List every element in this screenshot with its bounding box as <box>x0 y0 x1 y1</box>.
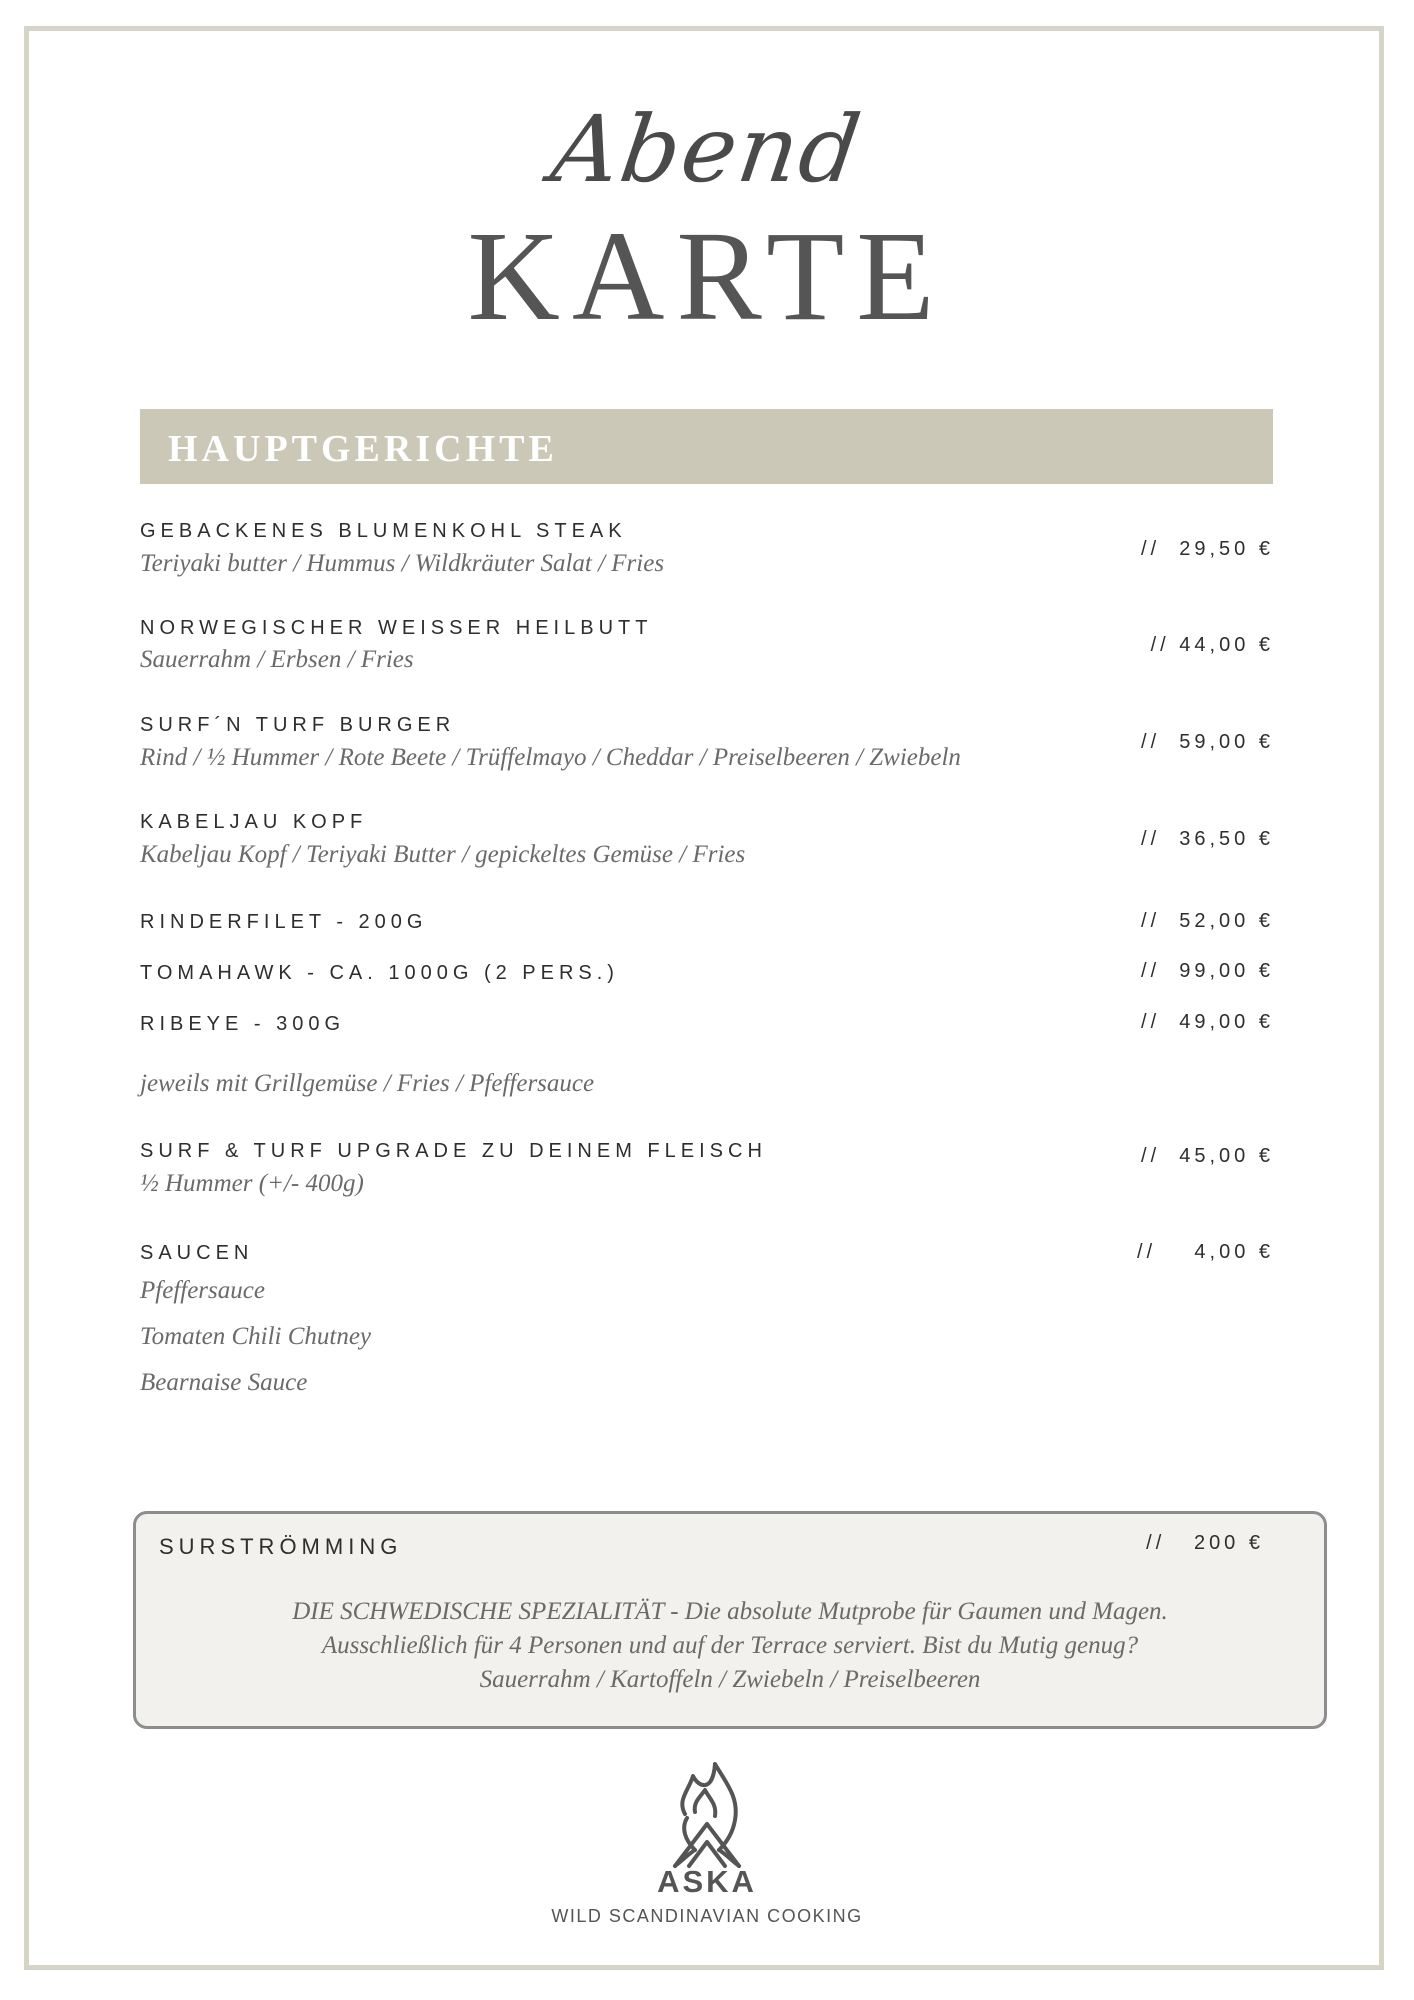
special-box <box>133 1511 1327 1729</box>
menu-item-price: // 29,50 € <box>1141 538 1274 560</box>
menu-item-name: GEBACKENES BLUMENKOHL STEAK <box>140 520 627 542</box>
sauce-option: Bearnaise Sauce <box>140 1369 308 1396</box>
special-desc-line: Sauerrahm / Kartoffeln / Zwiebeln / Preiselbeeren <box>479 1666 981 1693</box>
menu-item-name: KABELJAU KOPF <box>140 811 368 833</box>
brand-name: ASKA <box>657 1864 757 1899</box>
title-script: Abend <box>545 96 869 203</box>
section-header <box>140 409 1273 484</box>
menu-item-price: // 44,00 € <box>1150 634 1274 656</box>
menu-item-desc: ½ Hummer (+/- 400g) <box>140 1170 364 1197</box>
menu-item-desc: Teriyaki butter / Hummus / Wildkräuter Salat / Fries <box>140 550 665 577</box>
brand-tagline: WILD SCANDINAVIAN COOKING <box>551 1906 863 1926</box>
menu-item-price: // 45,00 € <box>1141 1145 1274 1167</box>
menu-item-name: SAUCEN <box>140 1242 254 1264</box>
menu-note: jeweils mit Grillgemüse / Fries / Pfeffersauce <box>140 1070 595 1097</box>
special-desc-line: DIE SCHWEDISCHE SPEZIALITÄT - Die absolute Mutprobe für Gaumen und Magen. <box>292 1598 1168 1625</box>
menu-item-price: // 49,00 € <box>1141 1011 1274 1033</box>
menu-item-price: // 52,00 € <box>1141 910 1274 932</box>
menu-item-name: SURF & TURF UPGRADE ZU DEINEM FLEISCH <box>140 1140 767 1162</box>
menu-item-name: NORWEGISCHER WEISSER HEILBUTT <box>140 617 653 639</box>
special-price: // 200 € <box>1146 1532 1264 1554</box>
section-title: HAUPTGERICHTE <box>168 428 558 470</box>
sauce-option: Pfeffersauce <box>140 1277 265 1304</box>
menu-item-price: // 99,00 € <box>1141 960 1274 982</box>
special-desc-line: Ausschließlich für 4 Personen und auf der Terrace serviert. Bist du Mutig genug? <box>321 1632 1139 1659</box>
menu-item-price: // 59,00 € <box>1141 731 1274 753</box>
menu-item-desc: Rind / ½ Hummer / Rote Beete / Trüffelmayo / Cheddar / Preiselbeeren / Zwiebeln <box>140 744 961 771</box>
special-name: SURSTRÖMMING <box>159 1534 403 1559</box>
sauce-option: Tomaten Chili Chutney <box>140 1323 372 1350</box>
page-title: KARTE <box>467 205 947 347</box>
menu-item-desc: Sauerrahm / Erbsen / Fries <box>140 646 414 673</box>
menu-item-price: // 4,00 € <box>1137 1241 1274 1263</box>
menu-item-desc: Kabeljau Kopf / Teriyaki Butter / gepickeltes Gemüse / Fries <box>140 841 746 868</box>
menu-item-name: TOMAHAWK - CA. 1000G (2 PERS.) <box>140 962 619 984</box>
menu-item-name: SURF´N TURF BURGER <box>140 714 456 736</box>
flame-logo-icon <box>655 1762 759 1872</box>
menu-item-price: // 36,50 € <box>1141 828 1274 850</box>
menu-item-name: RINDERFILET - 200G <box>140 911 428 933</box>
menu-item-name: RIBEYE - 300G <box>140 1013 346 1035</box>
